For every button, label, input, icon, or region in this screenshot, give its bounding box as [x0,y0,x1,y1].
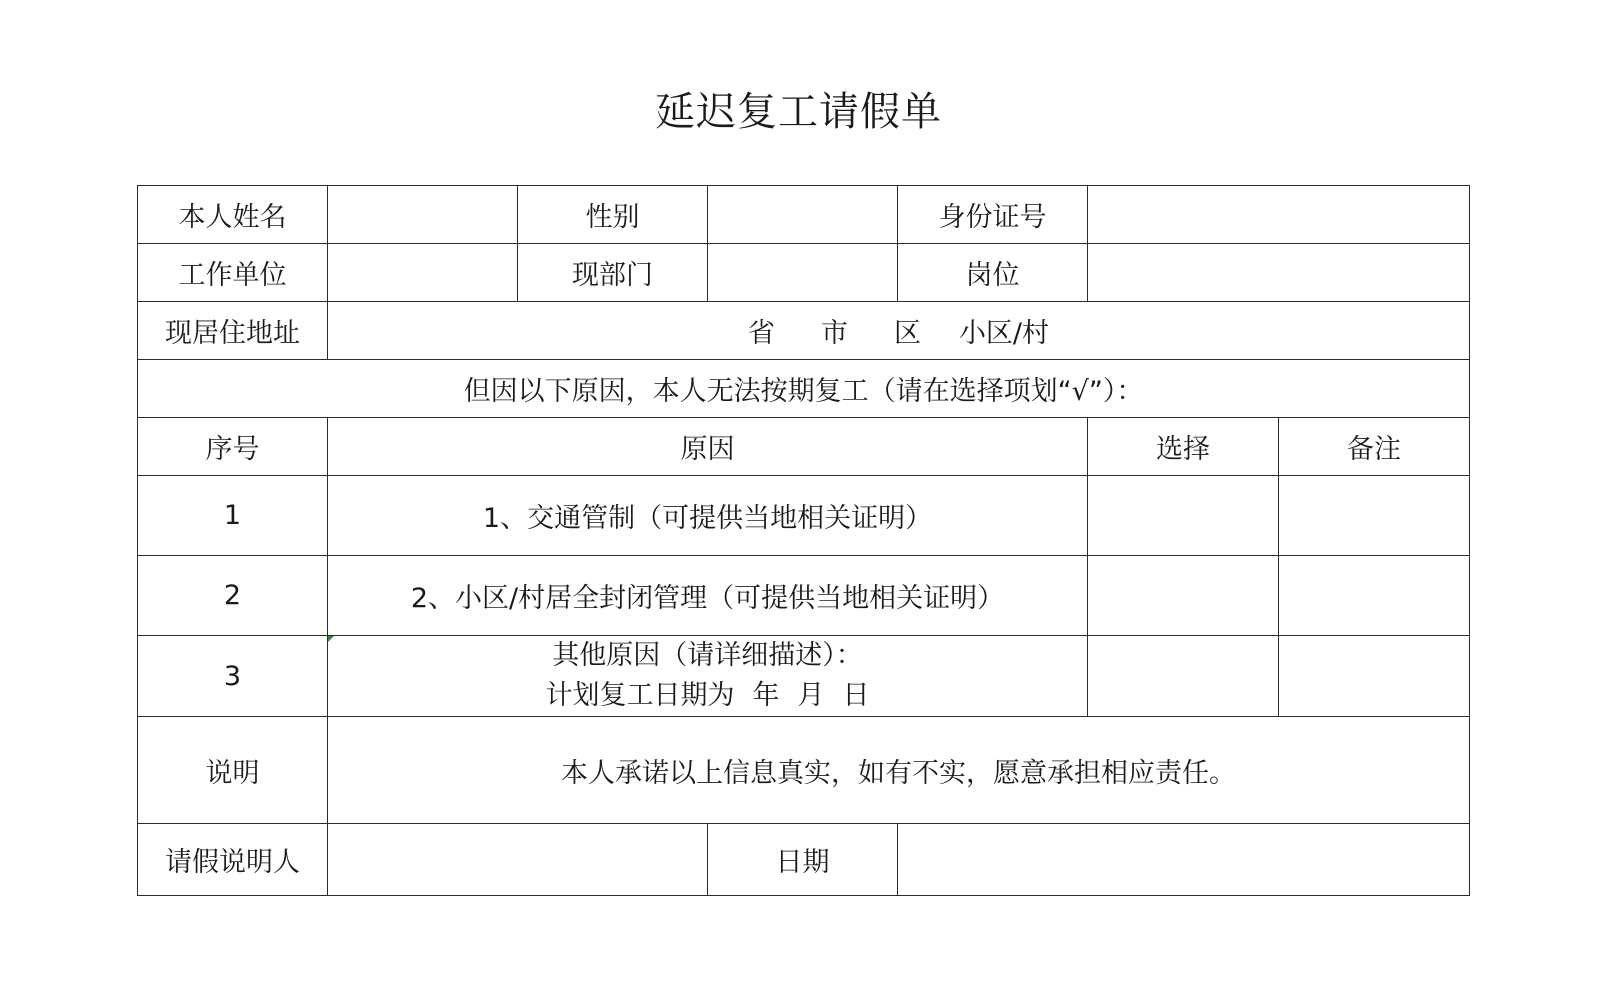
header-remark: 备注 [1279,418,1470,476]
applicant-label: 请假说明人 [138,824,328,896]
address-field[interactable] [328,302,1470,360]
reason-no: 3 [138,636,328,717]
address-city: 市 [820,318,848,349]
address-district: 区 [893,318,921,349]
date-label: 日期 [708,824,898,896]
gender-label: 性别 [518,186,708,244]
statement-row [138,717,1470,824]
applicant-field[interactable] [328,824,708,896]
return-date-line [328,676,1087,716]
statement-label: 说明 [138,717,328,824]
reason-header-row [138,418,1470,476]
address-label: 现居住地址 [138,302,328,360]
statement-text: 本人承诺以上信息真实，如有不实，愿意承担相应责任。 [328,717,1470,824]
form-title: 延迟复工请假单 [655,89,942,135]
reason-row [138,476,1470,556]
date-field[interactable] [898,824,1470,896]
reason-row [138,556,1470,636]
cell-comment-marker-icon [328,636,334,642]
table-row [138,360,1470,418]
leave-form-table [137,185,1470,896]
gender-field[interactable] [708,186,898,244]
reason-intro: 但因以下原因，本人无法按期复工（请在选择项划“√”）： [138,360,1470,418]
reason-remark-cell[interactable] [1279,556,1470,636]
reason-select-cell[interactable] [1088,476,1279,556]
id-number-field[interactable] [1088,186,1470,244]
table-row [138,302,1470,360]
name-field[interactable] [328,186,518,244]
reason-remark-cell[interactable] [1279,476,1470,556]
work-unit-label: 工作单位 [138,244,328,302]
table-row [138,244,1470,302]
reason-other-cell[interactable] [328,636,1088,717]
work-unit-field[interactable] [328,244,518,302]
header-select: 选择 [1088,418,1279,476]
reason-remark-cell[interactable] [1279,636,1470,717]
address-province: 省 [747,318,775,349]
address-village: 小区/村 [958,318,1050,349]
signature-row [138,824,1470,896]
reason-no: 1 [138,476,328,556]
reason-text: 1、交通管制（可提供当地相关证明） [328,476,1088,556]
department-label: 现部门 [518,244,708,302]
post-label: 岗位 [898,244,1088,302]
table-row [138,186,1470,244]
return-date-day: 日 [842,680,870,711]
header-reason: 原因 [328,418,1088,476]
return-date-month: 月 [797,680,825,711]
header-no: 序号 [138,418,328,476]
id-number-label: 身份证号 [898,186,1088,244]
reason-select-cell[interactable] [1088,556,1279,636]
reason-text: 2、小区/村居全封闭管理（可提供当地相关证明） [328,556,1088,636]
name-label: 本人姓名 [138,186,328,244]
reason-select-cell[interactable] [1088,636,1279,717]
return-date-prefix: 计划复工日期为 [545,680,735,711]
reason-row [138,636,1470,717]
department-field[interactable] [708,244,898,302]
post-field[interactable] [1088,244,1470,302]
reason-other-text: 其他原因（请详细描述）： [552,640,863,671]
reason-no: 2 [138,556,328,636]
return-date-year: 年 [752,680,780,711]
